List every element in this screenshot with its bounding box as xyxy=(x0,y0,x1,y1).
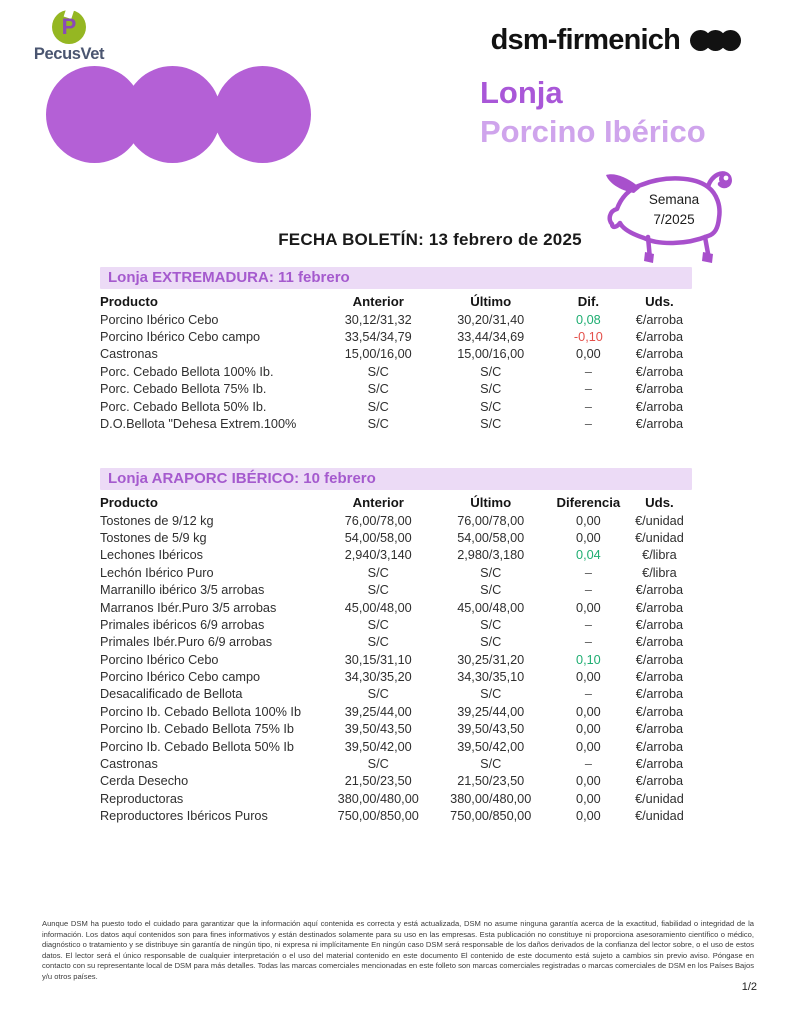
units-cell: €/arroba xyxy=(635,364,684,379)
product-cell: Lechones Ibéricos xyxy=(100,548,203,563)
week-badge-text xyxy=(626,192,722,227)
product-cell: Porcino Ibérico Cebo xyxy=(100,312,219,327)
anterior-price-cell: S/C xyxy=(367,617,389,632)
product-cell: Porcino Ibérico Cebo campo xyxy=(100,330,261,345)
table-row xyxy=(100,755,692,772)
units-cell: €/arroba xyxy=(635,399,684,414)
product-cell: Porcino Ibérico Cebo campo xyxy=(100,670,261,685)
anterior-price-cell: S/C xyxy=(367,382,389,397)
ultimo-price-cell: 39,50/42,00 xyxy=(457,739,525,754)
units-cell: €/arroba xyxy=(635,617,684,632)
purple-circle xyxy=(124,66,221,163)
document-title xyxy=(480,74,706,152)
week-badge xyxy=(598,166,748,266)
diff-cell: – xyxy=(584,364,592,379)
units-cell: €/arroba xyxy=(635,312,684,327)
ultimo-price-cell: 750,00/850,00 xyxy=(450,809,532,824)
diff-cell: 0,10 xyxy=(576,652,601,667)
table-row xyxy=(100,512,692,529)
units-cell: €/arroba xyxy=(635,600,684,615)
diff-cell: 0,00 xyxy=(576,739,601,754)
product-cell: Reproductoras xyxy=(100,791,184,806)
units-cell: €/unidad xyxy=(635,791,684,806)
table-header-row xyxy=(100,493,692,512)
product-cell: Porcino Ib. Cebado Bellota 100% Ib xyxy=(100,704,302,719)
diff-cell: – xyxy=(584,617,592,632)
diff-cell: 0,00 xyxy=(576,774,601,789)
pecusvet-logo-text: PecusVet xyxy=(33,45,105,63)
diff-cell: 0,00 xyxy=(576,722,601,737)
dsm-dot-icon xyxy=(720,30,741,51)
diff-cell: 0,04 xyxy=(576,548,601,563)
table-row xyxy=(100,415,692,432)
ultimo-price-cell: 33,44/34,69 xyxy=(457,330,525,345)
table-row xyxy=(100,703,692,720)
ultimo-price-cell: S/C xyxy=(480,756,502,771)
anterior-price-cell: 380,00/480,00 xyxy=(337,791,419,806)
column-header: Uds. xyxy=(645,495,674,510)
table-row xyxy=(100,381,692,398)
anterior-price-cell: S/C xyxy=(367,565,389,580)
anterior-price-cell: 21,50/23,50 xyxy=(344,774,412,789)
extremadura-price-table xyxy=(100,292,692,433)
ultimo-price-cell: 15,00/16,00 xyxy=(457,347,525,362)
product-cell: Reproductores Ibéricos Puros xyxy=(100,809,268,824)
product-cell: Porcino Ib. Cebado Bellota 50% Ib xyxy=(100,739,294,754)
ultimo-price-cell: S/C xyxy=(480,583,502,598)
anterior-price-cell: S/C xyxy=(367,756,389,771)
table-row xyxy=(100,738,692,755)
product-cell: Cerda Desecho xyxy=(100,774,189,789)
anterior-price-cell: S/C xyxy=(367,364,389,379)
table-row xyxy=(100,582,692,599)
column-header: Diferencia xyxy=(556,495,621,510)
units-cell: €/arroba xyxy=(635,739,684,754)
product-cell: Tostones de 5/9 kg xyxy=(100,531,207,546)
anterior-price-cell: 30,12/31,32 xyxy=(344,312,412,327)
units-cell: €/arroba xyxy=(635,416,684,431)
diff-cell: – xyxy=(584,565,592,580)
diff-cell: 0,00 xyxy=(576,513,601,528)
diff-cell: 0,00 xyxy=(576,531,601,546)
ultimo-price-cell: 34,30/35,10 xyxy=(457,670,525,685)
dsm-firmenich-logo xyxy=(491,24,741,57)
product-cell: Porcino Ibérico Cebo xyxy=(100,652,219,667)
units-cell: €/arroba xyxy=(635,670,684,685)
diff-cell: 0,00 xyxy=(576,670,601,685)
column-header: Producto xyxy=(100,495,158,510)
table-row xyxy=(100,790,692,807)
table-row xyxy=(100,616,692,633)
table-row xyxy=(100,564,692,581)
product-cell: Lechón Ibérico Puro xyxy=(100,565,214,580)
ultimo-price-cell: S/C xyxy=(480,687,502,702)
column-header: Último xyxy=(470,294,512,309)
anterior-price-cell: S/C xyxy=(367,583,389,598)
diff-cell: – xyxy=(584,756,592,771)
units-cell: €/libra xyxy=(642,548,677,563)
ultimo-price-cell: S/C xyxy=(480,399,502,414)
units-cell: €/arroba xyxy=(635,704,684,719)
ultimo-price-cell: 380,00/480,00 xyxy=(450,791,532,806)
product-cell: Marranos Ibér.Puro 3/5 arrobas xyxy=(100,600,277,615)
anterior-price-cell: 750,00/850,00 xyxy=(337,809,419,824)
diff-cell: 0,00 xyxy=(576,809,601,824)
diff-cell: – xyxy=(584,382,592,397)
decorative-circles xyxy=(46,66,316,166)
table-row xyxy=(100,398,692,415)
product-cell: Primales ibéricos 6/9 arrobas xyxy=(100,617,265,632)
section-extremadura-title: Lonja EXTREMADURA: 11 febrero xyxy=(100,267,692,289)
anterior-price-cell: 54,00/58,00 xyxy=(344,531,412,546)
table-row xyxy=(100,363,692,380)
pecusvet-logo-icon xyxy=(52,10,86,44)
pecusvet-logo-letter: P xyxy=(61,14,77,39)
product-cell: Porc. Cebado Bellota 75% Ib. xyxy=(100,382,267,397)
table-row xyxy=(100,599,692,616)
units-cell: €/arroba xyxy=(635,635,684,650)
column-header: Dif. xyxy=(577,294,599,309)
units-cell: €/arroba xyxy=(635,382,684,397)
anterior-price-cell: 15,00/16,00 xyxy=(344,347,412,362)
table-row xyxy=(100,721,692,738)
anterior-price-cell: 34,30/35,20 xyxy=(344,670,412,685)
bulletin-date: FECHA BOLETÍN: 13 febrero de 2025 xyxy=(278,230,582,249)
anterior-price-cell: 2,940/3,140 xyxy=(344,548,412,563)
product-cell: Tostones de 9/12 kg xyxy=(100,513,214,528)
units-cell: €/arroba xyxy=(635,583,684,598)
units-cell: €/unidad xyxy=(635,809,684,824)
anterior-price-cell: 39,25/44,00 xyxy=(344,704,412,719)
product-cell: Desacalificado de Bellota xyxy=(100,687,243,702)
column-header: Producto xyxy=(100,294,158,309)
ultimo-price-cell: 30,25/31,20 xyxy=(457,652,525,667)
ultimo-price-cell: 39,50/43,50 xyxy=(457,722,525,737)
diff-cell: – xyxy=(584,687,592,702)
ultimo-price-cell: 54,00/58,00 xyxy=(457,531,525,546)
product-cell: D.O.Bellota "Dehesa Extrem.100% xyxy=(100,416,297,431)
ultimo-price-cell: S/C xyxy=(480,635,502,650)
ultimo-price-cell: S/C xyxy=(480,364,502,379)
table-header-row xyxy=(100,292,692,311)
title-porcino-iberico: Porcino Ibérico xyxy=(480,113,706,149)
diff-cell: 0,00 xyxy=(576,704,601,719)
diff-cell: – xyxy=(584,399,592,414)
ultimo-price-cell: S/C xyxy=(480,617,502,632)
product-cell: Marranillo ibérico 3/5 arrobas xyxy=(100,583,265,598)
table-row xyxy=(100,634,692,651)
table-row xyxy=(100,311,692,328)
pecusvet-logo xyxy=(24,10,114,64)
product-cell: Porcino Ib. Cebado Bellota 75% Ib xyxy=(100,722,294,737)
legal-disclaimer: Aunque DSM ha puesto todo el cuidado para garantizar que la información aquí contenida es correcta y está actualizada, DSM no asume ninguna garantía acerca de la exactitud, fiabilidad o integridad de la información. Los datos aquí contenidos son para fines informativos y están destinados solamente para su uso en las empresas. Esta publicación no constituye ni proporciona asesoramiento científico o médico, diagnóstico o tratamiento y se distribuye sin garantía de ningún tipo, ni expresa ni implícitamente En ningún caso DSM será responsable de los daños derivados de la confianza del lector sobre, o el uso de estos datos. El lector será el único responsable de cualquier interpretación o el uso del material contenido en este documento El contenido de este documento está sujeto a cambios sin previo aviso. Póngase en contacto con su representante local de DSM para más detalles. Todas las marcas comerciales mencionadas en este folleto son marcas comerciales registradas o marcas comerciales de DSM en los Países Bajos y/u otros países. xyxy=(42,919,754,981)
table-row xyxy=(100,807,692,824)
ultimo-price-cell: 2,980/3,180 xyxy=(457,548,525,563)
ultimo-price-cell: 76,00/78,00 xyxy=(457,513,525,528)
diff-cell: – xyxy=(584,635,592,650)
ultimo-price-cell: S/C xyxy=(480,565,502,580)
anterior-price-cell: 39,50/43,50 xyxy=(344,722,412,737)
units-cell: €/arroba xyxy=(635,687,684,702)
product-cell: Porc. Cebado Bellota 100% Ib. xyxy=(100,364,274,379)
diff-cell: 0,00 xyxy=(576,600,601,615)
anterior-price-cell: S/C xyxy=(367,399,389,414)
diff-cell: -0,10 xyxy=(573,330,603,345)
week-value: 7/2025 xyxy=(653,212,695,227)
anterior-price-cell: 76,00/78,00 xyxy=(344,513,412,528)
araporc-price-table xyxy=(100,493,692,825)
anterior-price-cell: S/C xyxy=(367,687,389,702)
anterior-price-cell: 45,00/48,00 xyxy=(344,600,412,615)
table-row xyxy=(100,773,692,790)
column-header: Último xyxy=(470,495,512,510)
diff-cell: 0,08 xyxy=(576,312,601,327)
units-cell: €/unidad xyxy=(635,531,684,546)
diff-cell: 0,00 xyxy=(576,347,601,362)
table-row xyxy=(100,346,692,363)
week-label: Semana xyxy=(648,192,700,207)
anterior-price-cell: 33,54/34,79 xyxy=(344,330,412,345)
table-row xyxy=(100,328,692,345)
product-cell: Porc. Cebado Bellota 50% Ib. xyxy=(100,399,267,414)
units-cell: €/libra xyxy=(642,565,677,580)
units-cell: €/arroba xyxy=(635,652,684,667)
diff-cell: – xyxy=(584,416,592,431)
diff-cell: – xyxy=(584,583,592,598)
column-header: Anterior xyxy=(352,294,404,309)
page-number: 1/2 xyxy=(741,981,757,993)
table-row xyxy=(100,686,692,703)
section-extremadura xyxy=(100,267,692,433)
dsm-firmenich-logo-text: dsm-firmenich xyxy=(490,24,680,56)
diff-cell: 0,00 xyxy=(576,791,601,806)
anterior-price-cell: S/C xyxy=(367,635,389,650)
ultimo-price-cell: S/C xyxy=(480,416,502,431)
ultimo-price-cell: 39,25/44,00 xyxy=(457,704,525,719)
units-cell: €/arroba xyxy=(635,347,684,362)
product-cell: Castronas xyxy=(100,347,158,362)
ultimo-price-cell: 45,00/48,00 xyxy=(457,600,525,615)
product-cell: Castronas xyxy=(100,756,158,771)
anterior-price-cell: 30,15/31,10 xyxy=(344,652,412,667)
product-cell: Primales Ibér.Puro 6/9 arrobas xyxy=(100,635,273,650)
ultimo-price-cell: 21,50/23,50 xyxy=(457,774,525,789)
units-cell: €/arroba xyxy=(635,722,684,737)
purple-circle xyxy=(214,66,311,163)
section-araporc-title: Lonja ARAPORC IBÉRICO: 10 febrero xyxy=(100,468,692,490)
table-row xyxy=(100,651,692,668)
column-header: Anterior xyxy=(352,495,404,510)
anterior-price-cell: 39,50/42,00 xyxy=(344,739,412,754)
anterior-price-cell: S/C xyxy=(367,416,389,431)
ultimo-price-cell: 30,20/31,40 xyxy=(457,312,525,327)
units-cell: €/arroba xyxy=(635,774,684,789)
dsm-firmenich-dots-icon xyxy=(690,30,741,51)
section-araporc xyxy=(100,468,692,825)
table-row xyxy=(100,668,692,685)
ultimo-price-cell: S/C xyxy=(480,382,502,397)
column-header: Uds. xyxy=(645,294,674,309)
units-cell: €/arroba xyxy=(635,330,684,345)
table-row xyxy=(100,547,692,564)
title-lonja: Lonja xyxy=(480,75,563,110)
table-row xyxy=(100,529,692,546)
units-cell: €/arroba xyxy=(635,756,684,771)
units-cell: €/unidad xyxy=(635,513,684,528)
